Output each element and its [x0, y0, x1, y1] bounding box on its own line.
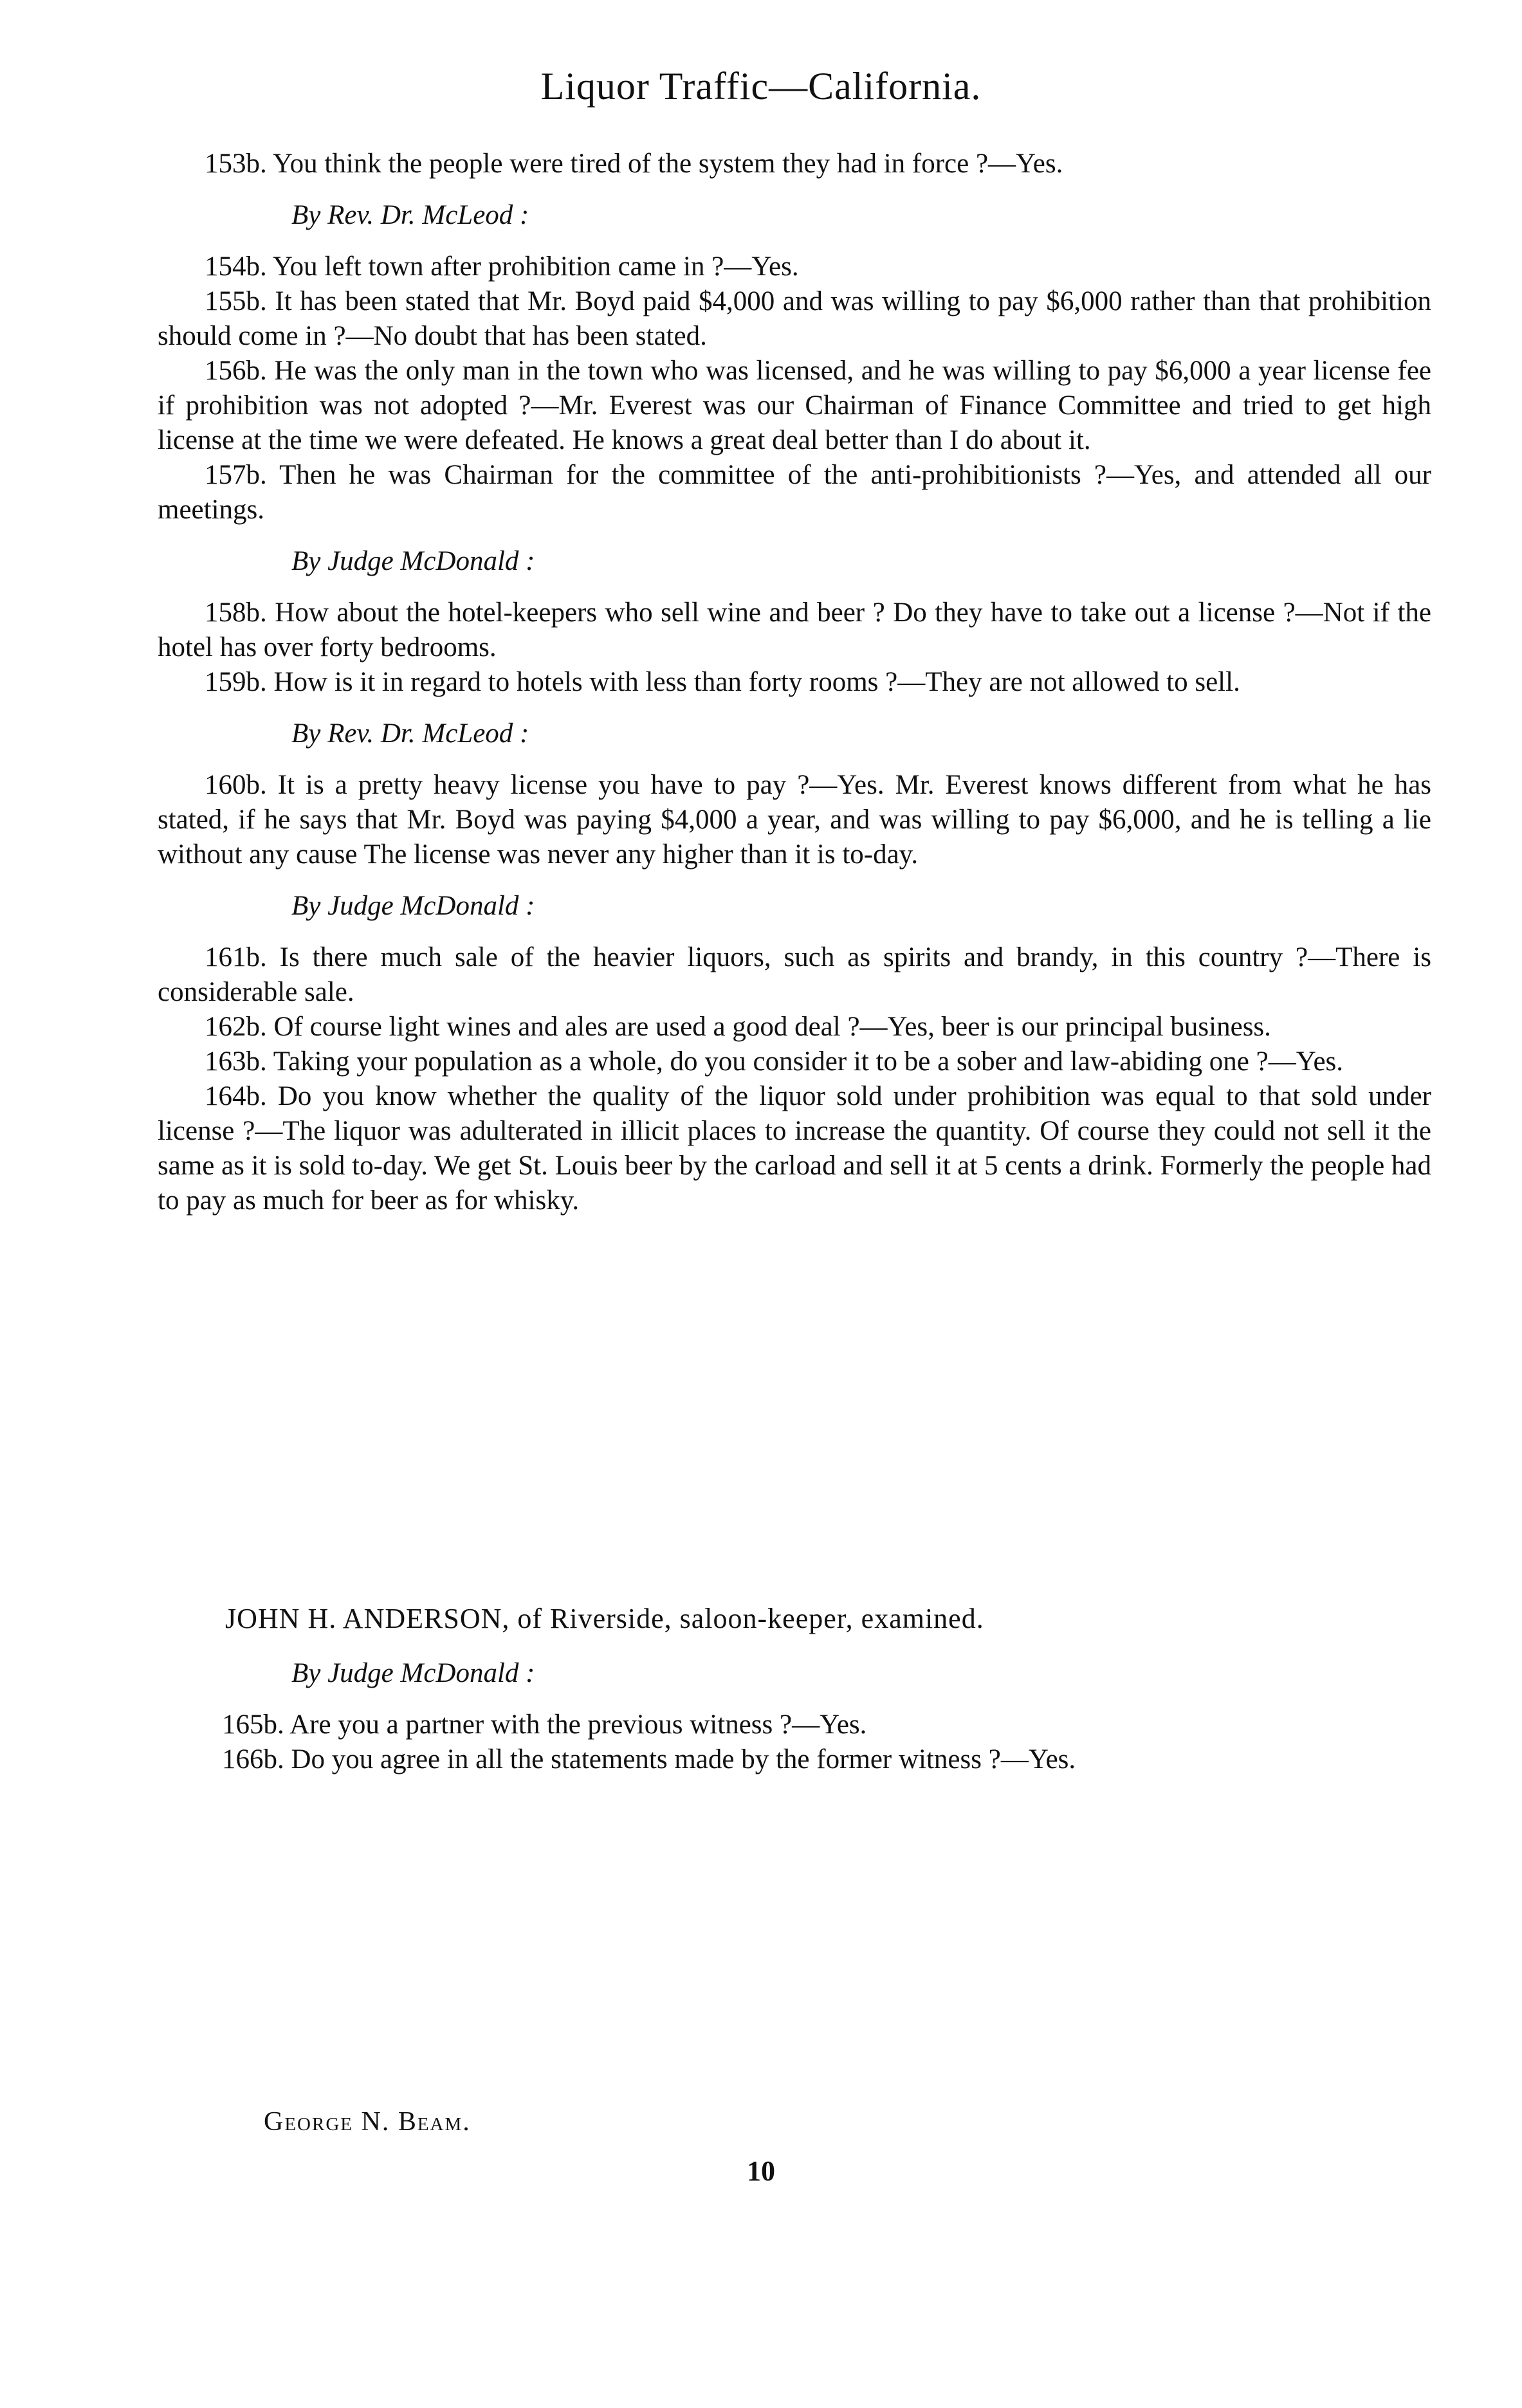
examiner-heading: By Judge McDonald : — [291, 1658, 535, 1688]
testimony-paragraph: 153b. You think the people were tired of the system they had in force ?—Yes. — [205, 149, 1063, 179]
examiner-heading: By Rev. Dr. McLeod : — [291, 200, 529, 230]
testimony-paragraph: 165b. Are you a partner with the previous witness ?—Yes. — [222, 1710, 867, 1740]
testimony-paragraph: 166b. Do you agree in all the statements made by the former witness ?—Yes. — [222, 1744, 1076, 1774]
page-number: 10 — [747, 2155, 775, 2187]
testimony-paragraph: 159b. How is it in regard to hotels with less than forty rooms ?—They are not allowed to sell. — [205, 667, 1240, 697]
testimony-paragraph: 164b. Do you know whether the quality of the liquor sold under prohibition was equal to that sold under license ?—The liquor was adulterated in illicit places to increase the quantity. Of course they could not sell it the same as it is sold to-day. We get St. Louis beer by the carload and sell it at 5 cents a drink. Formerly the people had to pay as much for beer as for whisky. — [158, 1081, 1432, 1216]
page-title: Liquor Traffic—California. — [540, 65, 982, 107]
testimony-paragraph: 163b. Taking your population as a whole, do you consider it to be a sober and law-abiding one ?—Yes. — [205, 1046, 1344, 1077]
examiner-heading: By Rev. Dr. McLeod : — [291, 718, 529, 749]
testimony-paragraph: 154b. You left town after prohibition came in ?—Yes. — [205, 251, 799, 282]
signature-name: George N. Beam. — [264, 2107, 471, 2137]
testimony-paragraph: 156b. He was the only man in the town who was licensed, and he was willing to pay $6,000 a year license fee if prohibition was not adopted ?—Mr. Everest was our Chairman of Finance Committee and tried to get high license at the time we were defeated. He knows a great deal better than I do about it. — [158, 356, 1431, 455]
testimony-paragraph: 155b. It has been stated that Mr. Boyd paid $4,000 and was willing to pay $6,000 rather than that prohibition should come in ?—No doubt that has been stated. — [158, 286, 1431, 351]
testimony-paragraph: 160b. It is a pretty heavy license you have to pay ?—Yes. Mr. Everest knows different from what he has stated, if he says that Mr. Boyd was paying $4,000 a year, and was willing to pay $6,000, and he is telling a lie without any cause The license was never any higher than it is to-day. — [158, 770, 1431, 870]
testimony-paragraph: 162b. Of course light wines and ales are used a good deal ?—Yes, beer is our principal business. — [205, 1012, 1271, 1042]
examiner-heading: By Judge McDonald : — [291, 546, 535, 576]
testimony-section-1 — [158, 147, 1431, 1218]
examiner-heading: By Judge McDonald : — [291, 891, 535, 921]
testimony-paragraph: 161b. Is there much sale of the heavier liquors, such as spirits and brandy, in this country ?—There is considerable sale. — [158, 942, 1431, 1007]
testimony-section-2 — [158, 1656, 1431, 1777]
testimony-paragraph: 158b. How about the hotel-keepers who sell wine and beer ? Do they have to take out a license ?—Not if the hotel has over forty bedrooms. — [158, 597, 1431, 662]
testimony-paragraph: 157b. Then he was Chairman for the committee of the anti-prohibitionists ?—Yes, and attended all our meetings. — [158, 460, 1431, 525]
witness-heading: JOHN H. ANDERSON, of Riverside, saloon-keeper, examined. — [225, 1603, 984, 1634]
